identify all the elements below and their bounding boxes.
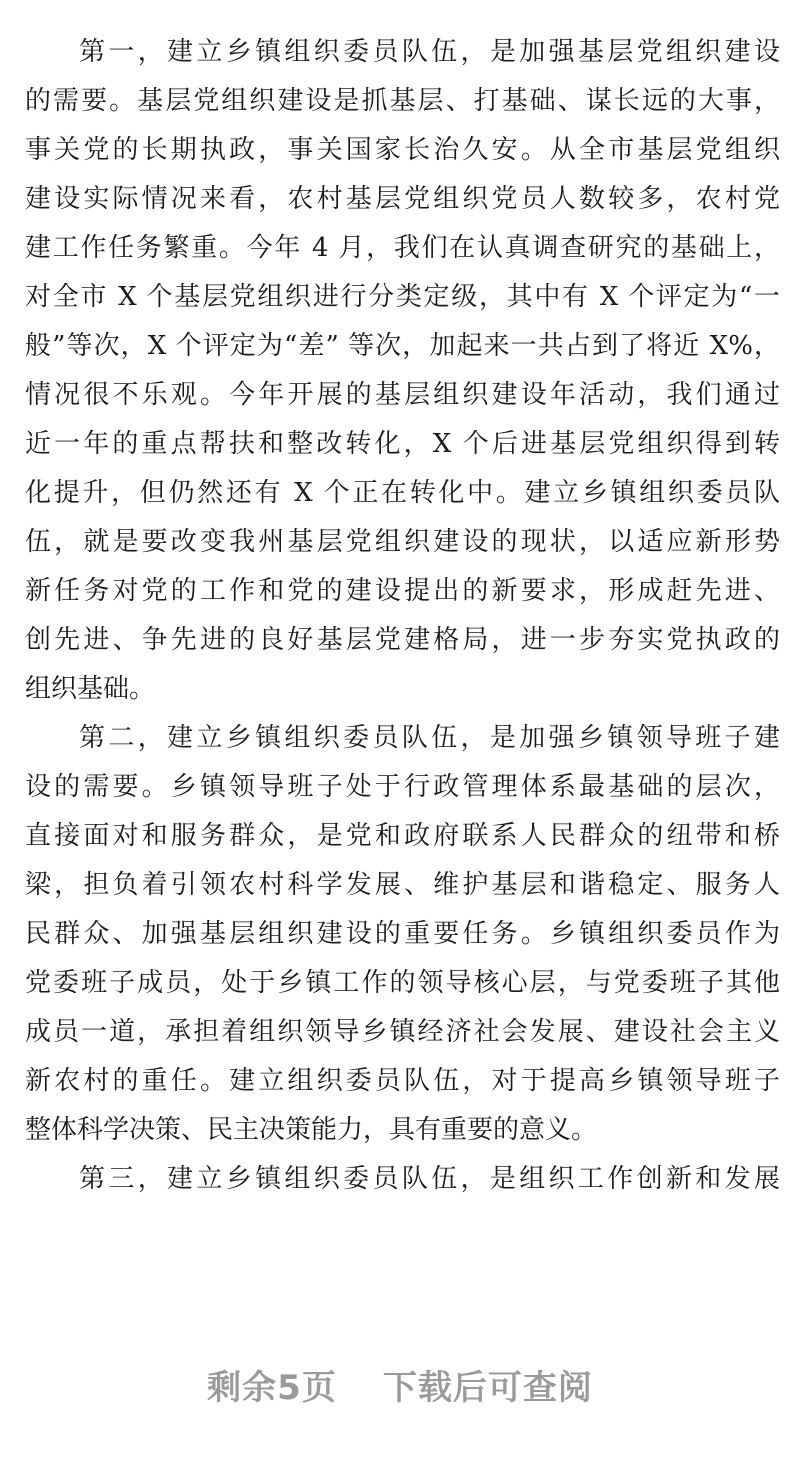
paragraph-1-line: 的需要。基层党组织建设是抓基层、打基础、谋长远的大事， bbox=[25, 86, 780, 116]
paragraph-1-line: 近一年的重点帮扶和整改转化，X 个后进基层党组织得到转 bbox=[25, 429, 780, 459]
download-hint-label: 下载后可查阅 bbox=[382, 1367, 593, 1408]
paragraph-1-line: 创先进、争先进的良好基层党建格局，进一步夯实党执政的 bbox=[25, 625, 780, 655]
paragraph-1-line: 建工作任务繁重。今年 4 月，我们在认真调查研究的基础上， bbox=[25, 233, 780, 263]
paragraph-1-line: 情况很不乐观。今年开展的基层组织建设年活动，我们通过 bbox=[25, 380, 780, 410]
paragraph-2-line: 新农村的重任。建立组织委员队伍，对于提高乡镇领导班子 bbox=[25, 1066, 780, 1096]
paragraph-1-line: 第一，建立乡镇组织委员队伍，是加强基层党组织建设 bbox=[79, 37, 780, 67]
paragraph-1-line: 建设实际情况来看，农村基层党组织党员人数较多，农村党 bbox=[25, 184, 780, 214]
paragraph-3-line: 第三，建立乡镇组织委员队伍，是组织工作创新和发展 bbox=[79, 1164, 780, 1194]
paragraph-1-line: 化提升，但仍然还有 X 个正在转化中。建立乡镇组织委员队 bbox=[25, 478, 780, 508]
paragraph-1-line: 组织基础。 bbox=[25, 674, 156, 704]
paragraph-2-line: 民群众、加强基层组织建设的重要任务。乡镇组织委员作为 bbox=[25, 919, 780, 949]
paragraph-2-line: 党委班子成员，处于乡镇工作的领导核心层，与党委班子其他 bbox=[25, 968, 780, 998]
paragraph-2-line: 成员一道，承担着组织领导乡镇经济社会发展、建设社会主义 bbox=[25, 1017, 780, 1047]
paragraph-1-line: 新任务对党的工作和党的建设提出的新要求，形成赶先进、 bbox=[25, 576, 780, 606]
paragraph-1-line: 伍，就是要改变我州基层党组织建设的现状，以适应新形势 bbox=[25, 527, 780, 557]
document-body bbox=[25, 0, 780, 1204]
paragraph-2-line: 整体科学决策、民主决策能力，具有重要的意义。 bbox=[25, 1115, 598, 1145]
cut-off-line bbox=[25, 0, 780, 28]
paragraph-2-line: 梁，担负着引领农村科学发展、维护基层和谐稳定、服务人 bbox=[25, 870, 780, 900]
remaining-pages-label: 剩余5页 bbox=[207, 1367, 337, 1408]
paragraph-2-line: 直接面对和服务群众，是党和政府联系人民群众的纽带和桥 bbox=[25, 821, 780, 851]
paragraph-1-line: 对全市 X 个基层党组织进行分类定级，其中有 X 个评定为“一 bbox=[25, 282, 780, 312]
paragraph-2-line: 设的需要。乡镇领导班子处于行政管理体系最基础的层次， bbox=[25, 772, 780, 802]
paragraph-2-line: 第二，建立乡镇组织委员队伍，是加强乡镇领导班子建 bbox=[79, 723, 780, 753]
paragraph-1-line: 事关党的长期执政，事关国家长治久安。从全市基层党组织 bbox=[25, 135, 780, 165]
download-banner[interactable] bbox=[0, 1352, 800, 1416]
paragraph-1-line: 般”等次，X 个评定为“差” 等次，加起来一共占到了将近 X%， bbox=[25, 331, 780, 361]
